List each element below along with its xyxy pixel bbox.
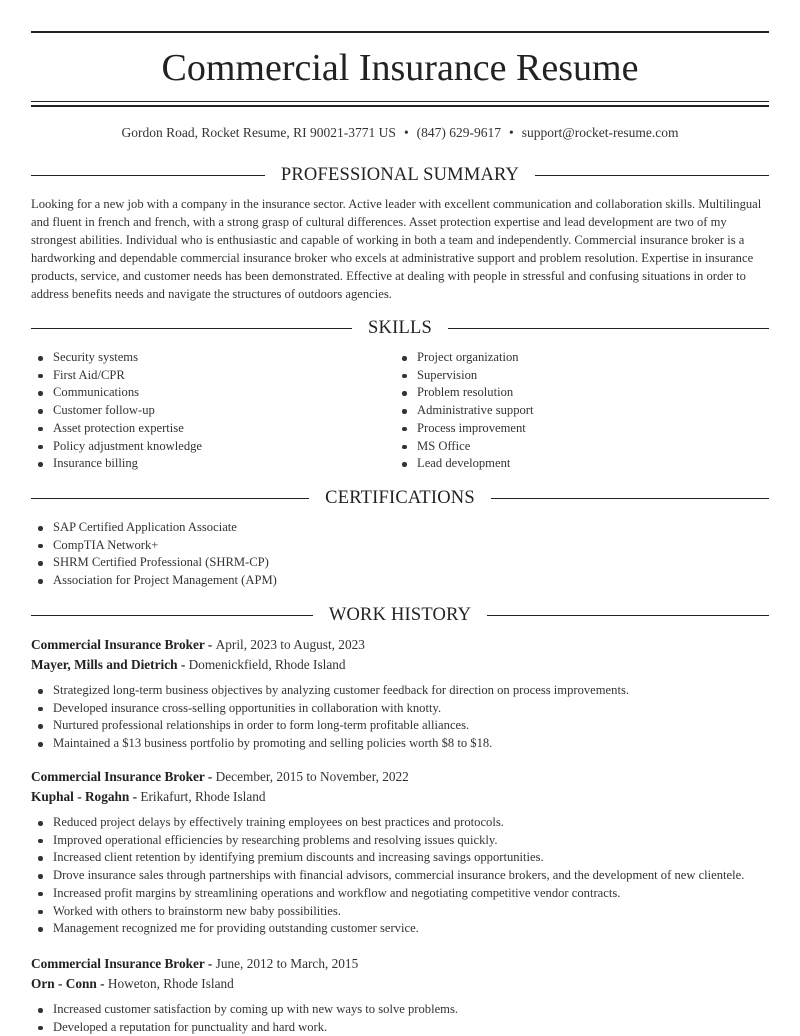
section-heading-certifications [31, 487, 769, 509]
job-bullet: Management recognized me for providing outstanding customer service. [31, 920, 744, 938]
skill-item: Communications [31, 384, 202, 402]
section-heading-work-history [31, 604, 769, 626]
bullet-icon [38, 892, 43, 897]
bullet-icon [38, 409, 43, 414]
bullet-icon [402, 427, 407, 432]
job-bullet: Increased profit margins by streamlining operations and workflow and negotiating competitive vendor contracts. [31, 885, 744, 903]
skill-item: Customer follow-up [31, 402, 202, 420]
bullet-icon [38, 1026, 43, 1031]
heading-rule [491, 498, 769, 499]
title-rule-thin [31, 101, 769, 102]
job-bullet: Reduced project delays by effectively training employees on best practices and protocols. [31, 814, 744, 832]
summary-text: Looking for a new job with a company in the insurance sector. Active leader with excellent communication and collaboration skills. Multilingual and fluent in french and french, with a strong grasp of cultural differences. Asset protection expertise and lead development are two of my strongest abilities. Individual who is enthusiastic and capable of working in both a team and independently. Commercial insurance broker is a hardworking and dependable commercial insurance broker who excels at administrative support and problem resolution. Expertise in insurance products, service, and customer needs has been demonstrated. Effective at dealing with people in stressful and confusing situations in order to address benefits needs and navigate the structures of outdoors agencies. [31, 197, 762, 301]
bullet-icon [38, 445, 43, 450]
section-heading-skills [31, 317, 769, 339]
skill-item: MS Office [395, 438, 533, 456]
job-title: Commercial Insurance Broker [31, 956, 205, 971]
bullet-icon [402, 356, 407, 361]
job-title: Commercial Insurance Broker [31, 637, 205, 652]
bullet-icon [402, 409, 407, 414]
bullet-icon [38, 707, 43, 712]
job-bullet: Nurtured professional relationships in order to form long-term profitable alliances. [31, 717, 629, 735]
heading-rule [31, 615, 313, 616]
bullet-icon [402, 374, 407, 379]
company-name: Orn - Conn [31, 976, 97, 991]
job-bullet: Developed a reputation for punctuality and hard work. [31, 1019, 458, 1036]
dash: - [129, 789, 141, 804]
dash: - [204, 769, 216, 784]
bullet-icon [38, 544, 43, 549]
job-bullets [31, 682, 629, 753]
heading-rule [487, 615, 769, 616]
job-bullets [31, 814, 744, 938]
bullet-icon [38, 856, 43, 861]
dash: - [96, 976, 108, 991]
bullet-icon [38, 821, 43, 826]
heading-rule [448, 328, 769, 329]
bullet-icon [402, 391, 407, 396]
bullet-icon [38, 356, 43, 361]
job-bullet: Drove insurance sales through partnerships with financial advisors, commercial insurance brokers, and the development of new clientele. [31, 867, 744, 885]
bullet-icon [38, 391, 43, 396]
contact-email: support@rocket-resume.com [521, 125, 679, 140]
job-dates: April, 2023 to August, 2023 [215, 637, 365, 652]
job-title: Commercial Insurance Broker [31, 769, 205, 784]
certifications-list [31, 519, 277, 590]
section-title: WORK HISTORY [328, 604, 472, 625]
bullet-icon [38, 526, 43, 531]
bullet-icon [38, 689, 43, 694]
job-bullet: Developed insurance cross-selling opportunities in collaboration with knotty. [31, 700, 629, 718]
job-bullet: Maintained a $13 business portfolio by promoting and selling policies worth $8 to $18. [31, 735, 629, 753]
company-location: Domenickfield, Rhode Island [188, 657, 346, 672]
job-title-line [31, 955, 358, 973]
skill-item: Security systems [31, 349, 202, 367]
certification-item: CompTIA Network+ [31, 537, 277, 555]
company-name: Kuphal - Rogahn [31, 789, 130, 804]
skill-item: Administrative support [395, 402, 533, 420]
section-title: SKILLS [368, 317, 432, 338]
bullet-icon [38, 724, 43, 729]
certification-item: SAP Certified Application Associate [31, 519, 277, 537]
bullet-icon [38, 561, 43, 566]
dash: - [204, 956, 216, 971]
certification-item: SHRM Certified Professional (SHRM-CP) [31, 554, 277, 572]
skill-item: Project organization [395, 349, 533, 367]
job-bullet: Strategized long-term business objectives by analyzing customer feedback for direction on process improvements. [31, 682, 629, 700]
heading-rule [31, 175, 265, 176]
bullet-icon [38, 427, 43, 432]
skill-item: Supervision [395, 367, 533, 385]
company-location: Howeton, Rhode Island [107, 976, 234, 991]
bullet-separator: • [403, 125, 409, 140]
bullet-icon [38, 927, 43, 932]
job-bullet: Increased client retention by identifying premium discounts and increasing savings opportunities. [31, 849, 744, 867]
job-company-line [31, 975, 234, 993]
job-title-line [31, 768, 409, 786]
bullet-icon [38, 742, 43, 747]
job-bullet: Worked with others to brainstorm new baby possibilities. [31, 903, 744, 921]
bullet-icon [38, 910, 43, 915]
contact-address: Gordon Road, Rocket Resume, RI 90021-3771 US [121, 125, 396, 140]
job-bullets [31, 1001, 458, 1036]
skill-item: Process improvement [395, 420, 533, 438]
job-title-line [31, 636, 365, 654]
skill-item: Asset protection expertise [31, 420, 202, 438]
bullet-icon [38, 874, 43, 879]
company-location: Erikafurt, Rhode Island [140, 789, 266, 804]
section-title: PROFESSIONAL SUMMARY [280, 164, 520, 185]
resume-title: Commercial Insurance Resume [161, 47, 639, 89]
job-dates: December, 2015 to November, 2022 [215, 769, 409, 784]
bullet-icon [38, 839, 43, 844]
skills-list-left [31, 349, 202, 473]
job-bullet: Increased customer satisfaction by coming up with new ways to solve problems. [31, 1001, 458, 1019]
bullet-icon [38, 374, 43, 379]
job-company-line [31, 788, 266, 806]
skill-item: Problem resolution [395, 384, 533, 402]
company-name: Mayer, Mills and Dietrich [31, 657, 178, 672]
heading-rule [535, 175, 769, 176]
title-rule-thick [31, 105, 769, 107]
job-dates: June, 2012 to March, 2015 [215, 956, 359, 971]
job-bullet: Improved operational efficiencies by researching problems and resolving issues quickly. [31, 832, 744, 850]
skill-item: Policy adjustment knowledge [31, 438, 202, 456]
contact-line [31, 124, 769, 142]
bullet-separator: • [509, 125, 514, 140]
section-heading-summary [31, 164, 769, 186]
bullet-icon [38, 462, 43, 467]
top-rule [31, 31, 769, 33]
bullet-icon [38, 1008, 43, 1013]
skill-item: Insurance billing [31, 455, 202, 473]
job-company-line [31, 656, 346, 674]
dash: - [177, 657, 189, 672]
skills-list-right [395, 349, 533, 473]
skill-item: First Aid/CPR [31, 367, 202, 385]
bullet-icon [38, 579, 43, 584]
skill-item: Lead development [395, 455, 533, 473]
bullet-icon [402, 445, 407, 450]
dash: - [204, 637, 216, 652]
heading-rule [31, 328, 352, 329]
certification-item: Association for Project Management (APM) [31, 572, 277, 590]
bullet-icon [402, 462, 407, 467]
heading-rule [31, 498, 309, 499]
section-title: CERTIFICATIONS [325, 487, 475, 508]
contact-phone: (847) 629-9617 [416, 125, 502, 140]
